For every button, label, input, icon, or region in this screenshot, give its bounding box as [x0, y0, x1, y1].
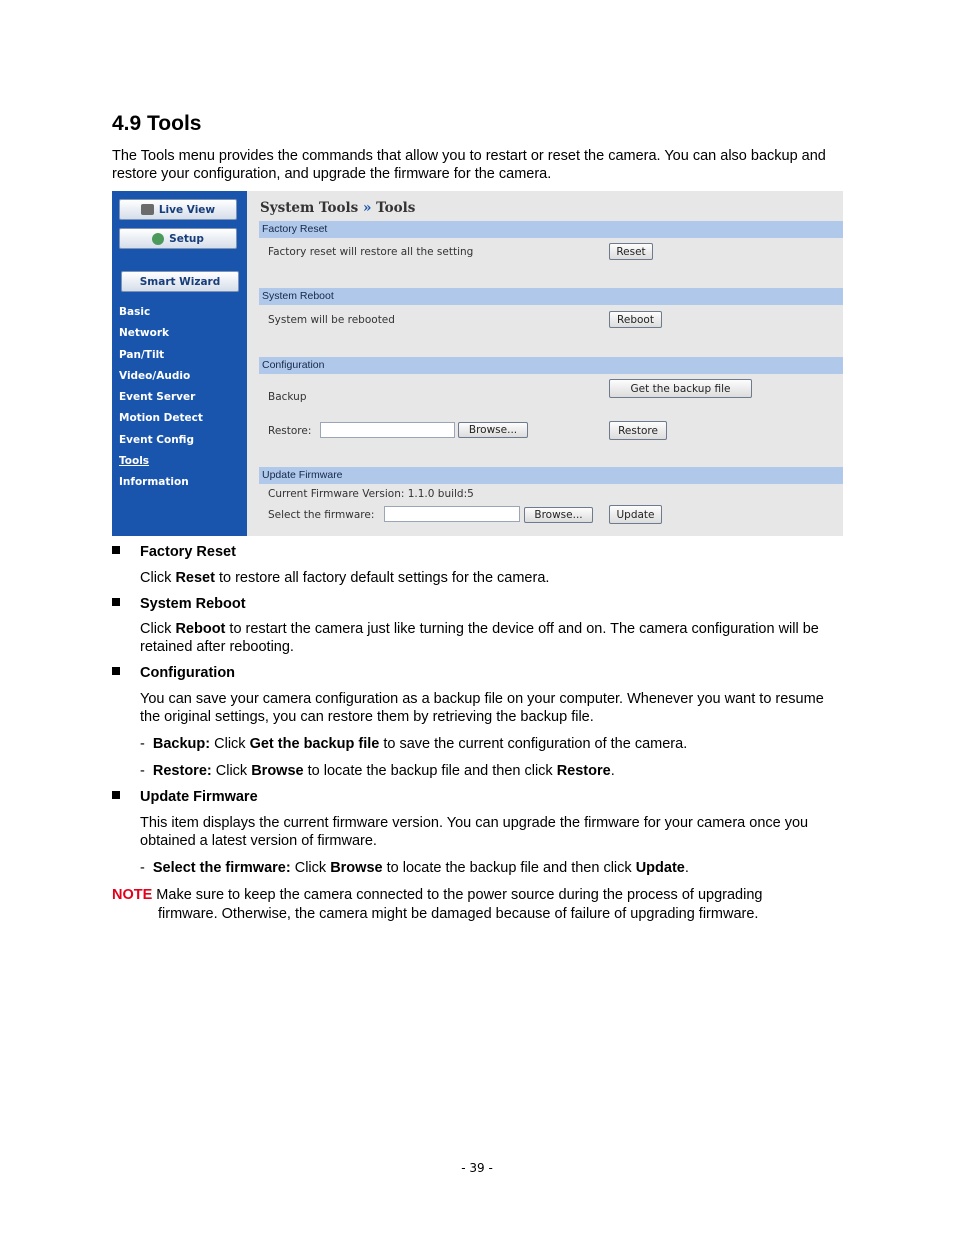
- breadcrumb-separator: »: [362, 200, 372, 216]
- restore-label: Restore:: [268, 425, 312, 437]
- restore-button[interactable]: Restore: [609, 421, 667, 440]
- update-firmware-header: Update Firmware: [259, 467, 843, 484]
- factory-reset-text: Click Reset to restore all factory default settings for the camera.: [140, 570, 550, 586]
- restore-browse-button[interactable]: Browse...: [458, 422, 528, 438]
- factory-reset-header: Factory Reset: [259, 221, 843, 238]
- page-number: - 39 -: [461, 1161, 493, 1175]
- bullet-square-icon: [112, 546, 120, 554]
- sidebar-menu: [119, 305, 203, 497]
- sidebar-item-pan-tilt[interactable]: Pan/Tilt: [119, 348, 165, 361]
- system-reboot-header: System Reboot: [259, 288, 843, 305]
- backup-label: Backup: [268, 391, 307, 403]
- system-reboot-bullet: [112, 596, 246, 612]
- configuration-header: Configuration: [259, 357, 843, 374]
- backup-item: - Backup: Click Get the backup file to save the current configuration of the camera.: [140, 736, 688, 752]
- note-block: [112, 886, 842, 922]
- sidebar-item-tools[interactable]: Tools: [119, 455, 150, 468]
- smart-wizard-button[interactable]: [121, 271, 239, 292]
- sidebar-item-event-server[interactable]: Event Server: [119, 391, 196, 404]
- firmware-version-label: Current Firmware Version: 1.1.0 build:5: [268, 488, 474, 500]
- configuration-title: Configuration: [140, 665, 236, 681]
- sidebar-item-information[interactable]: Information: [119, 476, 189, 489]
- factory-reset-title: Factory Reset: [140, 544, 236, 560]
- setup-button[interactable]: [119, 228, 237, 249]
- sidebar-item-event-config[interactable]: Event Config: [119, 433, 194, 446]
- live-view-label: Live View: [158, 203, 216, 216]
- restore-item: - Restore: Click Browse to locate the backup file and then click Restore.: [140, 763, 615, 779]
- bullet-square-icon: [112, 791, 120, 799]
- select-firmware-label: Select the firmware:: [268, 509, 375, 521]
- update-firmware-text: This item displays the current firmware version. You can upgrade the firmware for your camera once you obtained a latest version of firmware.: [140, 815, 809, 849]
- sidebar-item-video-audio[interactable]: Video/Audio: [119, 369, 191, 382]
- sidebar-item-network[interactable]: Network: [119, 327, 170, 340]
- firmware-browse-button[interactable]: Browse...: [524, 507, 593, 523]
- note-line-1: Make sure to keep the camera connected to the power source during the process of upgrading: [152, 887, 763, 903]
- note-line-2: firmware. Otherwise, the camera might be damaged because of failure of upgrading firmware.: [158, 906, 759, 922]
- system-reboot-title: System Reboot: [140, 596, 246, 612]
- sidebar-item-basic[interactable]: Basic: [119, 306, 151, 318]
- system-reboot-text: Click Reboot to restart the camera just like turning the device off and on. The camera configuration will be retained after rebooting.: [140, 621, 819, 655]
- reset-button[interactable]: Reset: [609, 243, 653, 260]
- note-label: NOTE: [112, 887, 153, 903]
- factory-reset-bullet: [112, 544, 236, 560]
- restore-file-input[interactable]: [320, 422, 455, 438]
- firmware-file-input[interactable]: [384, 506, 520, 522]
- bullet-square-icon: [112, 598, 120, 606]
- system-reboot-label: System will be rebooted: [268, 314, 395, 326]
- panel-title-main: System Tools: [260, 200, 359, 216]
- panel-title-sub: Tools: [376, 200, 416, 216]
- smart-wizard-label: Smart Wizard: [139, 275, 221, 288]
- camera-icon: [141, 204, 154, 215]
- sidebar: [112, 191, 247, 536]
- reboot-button[interactable]: Reboot: [609, 311, 662, 328]
- section-heading: 4.9 Tools: [112, 112, 202, 135]
- tools-screenshot: [112, 191, 843, 536]
- tools-panel: [259, 191, 843, 536]
- intro-paragraph: The Tools menu provides the commands that allow you to restart or reset the camera. You can also backup and restore your configuration, and upgrade the firmware for the camera.: [112, 148, 826, 182]
- update-firmware-title: Update Firmware: [140, 789, 258, 805]
- configuration-text: You can save your camera configuration as a backup file on your computer. Whenever you want to resume the original settings, you can restore them by retrieving the backup file.: [140, 691, 824, 725]
- sidebar-item-motion-detect[interactable]: Motion Detect: [119, 412, 203, 425]
- live-view-button[interactable]: [119, 199, 237, 220]
- setup-icon: [152, 233, 164, 245]
- update-firmware-bullet: [112, 789, 258, 805]
- get-backup-file-button[interactable]: Get the backup file: [609, 379, 752, 398]
- factory-reset-label: Factory reset will restore all the setting: [268, 246, 474, 258]
- select-firmware-item: - Select the firmware: Click Browse to locate the backup file and then click Update.: [140, 860, 689, 876]
- update-button[interactable]: Update: [609, 505, 662, 524]
- bullet-square-icon: [112, 667, 120, 675]
- configuration-bullet: [112, 665, 235, 681]
- panel-title: [260, 200, 415, 216]
- setup-label: Setup: [169, 232, 204, 245]
